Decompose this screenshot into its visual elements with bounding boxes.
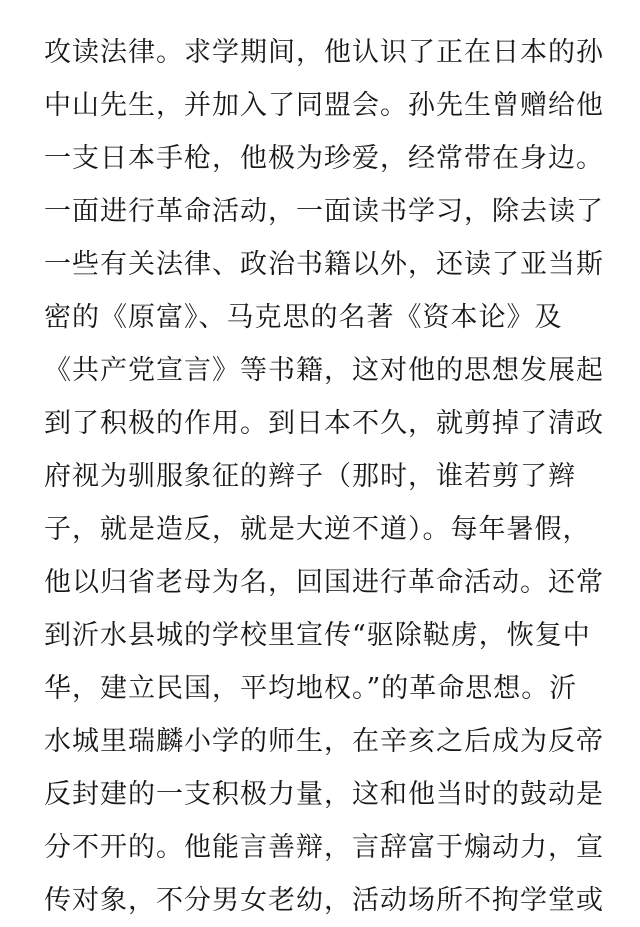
text-line-9: 府视为驯服象征的辫子（那时，谁若剪了辫 <box>44 461 576 492</box>
text-line-10: 子，就是造反，就是大逆不道）。每年暑假， <box>44 514 591 545</box>
text-line-14: 水城里瑞麟小学的师生，在辛亥之后成为反帝 <box>44 726 604 757</box>
text-line-1: 攻读法律。求学期间，他认识了正在日本的孙 <box>44 37 604 68</box>
text-line-8: 到了积极的作用。到日本不久，就剪掉了清政 <box>44 408 604 439</box>
text-line-5: 一些有关法律、政治书籍以外，还读了亚当斯 <box>44 249 604 280</box>
text-line-2: 中山先生，并加入了同盟会。孙先生曾赠给他 <box>44 90 604 121</box>
text-line-11: 他以归省老母为名，回国进行革命活动。还常 <box>44 567 604 598</box>
text-line-16: 分不开的。他能言善辩，言辞富于煽动力，宣 <box>44 832 604 863</box>
text-line-3: 一支日本手枪，他极为珍爱，经常带在身边。 <box>44 143 604 174</box>
body-text <box>44 26 624 927</box>
text-line-13: 华，建立民国，平均地权。”的革命思想。沂 <box>44 673 578 704</box>
text-line-4: 一面进行革命活动，一面读书学习，除去读了 <box>44 196 604 227</box>
text-line-17: 传对象，不分男女老幼，活动场所不拘学堂或 <box>44 885 604 916</box>
text-line-6: 密的《原富》、马克思的名著《资本论》及 <box>44 302 563 333</box>
text-line-12: 到沂水县城的学校里宣传“驱除鞑虏，恢复中 <box>44 620 591 651</box>
text-line-7: 《共产党宣言》等书籍，这对他的思想发展起 <box>44 355 604 386</box>
text-line-15: 反封建的一支积极力量，这和他当时的鼓动是 <box>44 779 604 810</box>
